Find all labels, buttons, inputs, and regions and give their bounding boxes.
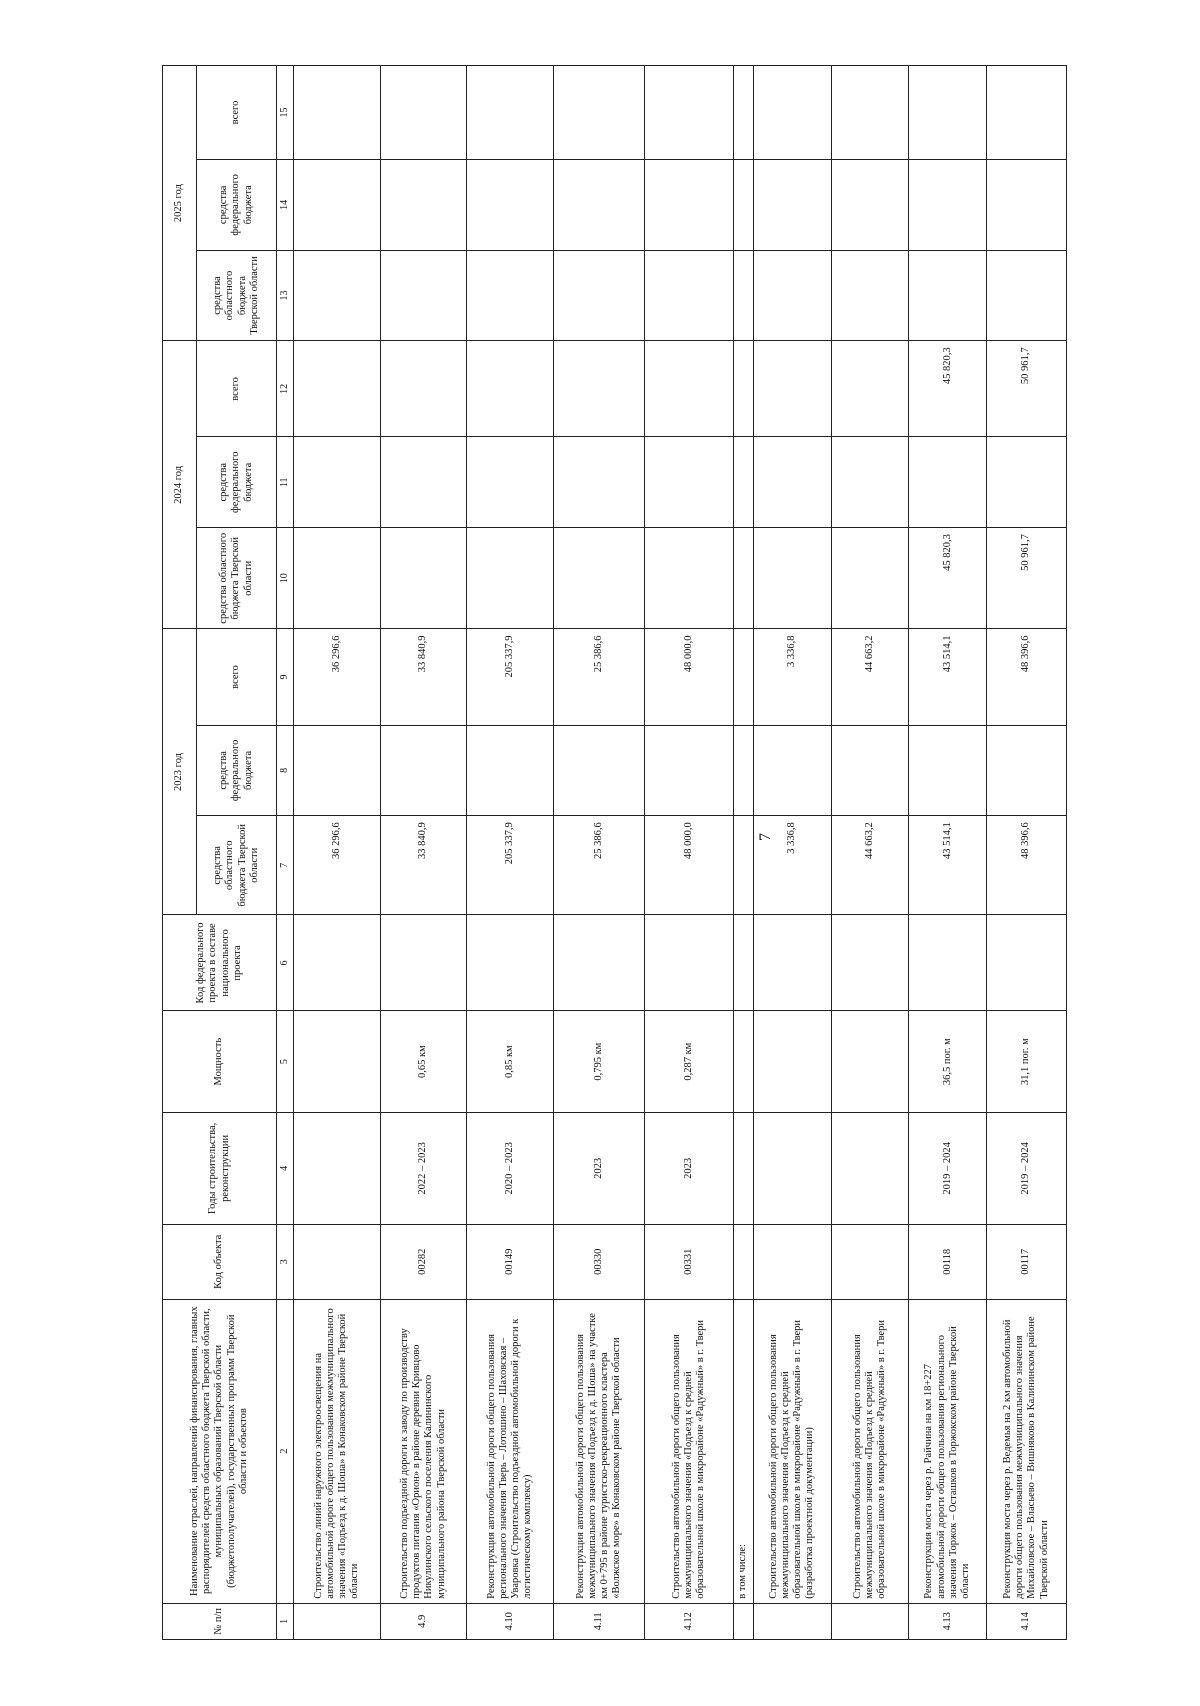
row-total-2023: 33 840,9 [380,629,467,725]
row-obl-2023: 48 396,6 [986,816,1066,915]
row-power [831,1011,909,1112]
row-years [294,1112,381,1224]
row-total-2025 [467,66,554,160]
col-number: 2 [277,1299,294,1603]
col-number: 6 [277,915,294,1011]
col-number: 5 [277,1011,294,1112]
row-fed-2025 [831,159,909,250]
row-power [753,1011,831,1112]
row-num: 4.13 [909,1603,987,1639]
row-years: 2020 – 2023 [467,1112,554,1224]
header-2024: 2024 год [163,341,197,629]
row-obl-2025 [909,250,987,341]
row-total-2024 [294,341,381,437]
table-row [380,66,467,1640]
row-obl-2024: 45 820,3 [909,528,987,629]
row-obl-2023: 48 000,0 [644,816,733,915]
row-total-2025 [294,66,381,160]
row-total-2023: 48 396,6 [986,629,1066,725]
budget-table [162,65,1067,1640]
table-row [753,66,831,1640]
row-name: Строительство линий наружного электроосвещения на автомобильной дороге общего пользования межмуниципального значения «Подъезд к д. Шоша» в Конаковском районе Тверской области [294,1299,381,1603]
row-name: Строительство автомобильной дороги общего пользования межмуниципального значения «Подъезд к средней образовательной школе в микрорайоне «Радужный» в г. Твери (разработка проектной документации) [753,1299,831,1603]
row-fed-2025 [753,159,831,250]
row-name: Реконструкция моста через р. Ведемья на 2 км автомобильной дороги общего пользования межмуниципального значения Михайловское – Власьево – Вишняково в Калининском районе Тверской области [986,1299,1066,1603]
row-power: 0,85 км [467,1011,554,1112]
row-years: 2022 – 2023 [380,1112,467,1224]
row-power [294,1011,381,1112]
row-obl-2023: 36 296,6 [294,816,381,915]
row-fed-2025 [294,159,381,250]
header-fedcode: Код федерального проекта в составе национального проекта [163,915,277,1011]
row-num [294,1603,381,1639]
row-years: 2023 [644,1112,733,1224]
row-obl-2025 [831,250,909,341]
row-total-2024 [753,341,831,437]
row-fed-2023 [467,725,554,816]
row-obl-2024: 50 961,7 [986,528,1066,629]
row-obl-2023 [733,816,753,915]
row-name: Строительство автомобильной дороги общего пользования межмуниципального значения «Подъезд к средней образовательной школе в микрорайоне «Радужный» в г. Твери [644,1299,733,1603]
row-power: 31,1 пог. м [986,1011,1066,1112]
row-total-2024 [553,341,644,437]
row-obl-2025 [753,250,831,341]
row-total-2025 [644,66,733,160]
header-2025: 2025 год [163,66,197,341]
row-obl-2024 [644,528,733,629]
row-fedcode [644,915,733,1011]
row-power [733,1011,753,1112]
row-code: 00331 [644,1224,733,1299]
row-fedcode [986,915,1066,1011]
col-number: 8 [277,725,294,816]
row-fed-2023 [380,725,467,816]
header-fed-2023: средства федерального бюджета [197,725,277,816]
table-row [986,66,1066,1640]
row-years [753,1112,831,1224]
row-power: 0,287 км [644,1011,733,1112]
col-number: 7 [277,816,294,915]
row-obl-2023: 3 336,8 [753,816,831,915]
header-obl-2024: средства областного бюджета Тверской области [197,528,277,629]
row-total-2024 [467,341,554,437]
row-total-2024 [380,341,467,437]
row-years [733,1112,753,1224]
col-number: 1 [277,1603,294,1639]
row-num [831,1603,909,1639]
col-number: 14 [277,159,294,250]
header-obl-2023: средства областного бюджета Тверской области [197,816,277,915]
row-total-2023 [733,629,753,725]
row-obl-2023: 205 337,9 [467,816,554,915]
row-total-2024 [831,341,909,437]
row-fed-2023 [831,725,909,816]
col-number: 4 [277,1112,294,1224]
row-num [753,1603,831,1639]
row-total-2025 [753,66,831,160]
row-fed-2025 [553,159,644,250]
row-obl-2025 [733,250,753,341]
row-total-2023: 36 296,6 [294,629,381,725]
row-fed-2024 [986,437,1066,528]
header-years: Годы строительства, реконструкции [163,1112,277,1224]
row-obl-2024 [733,528,753,629]
header-total-2025: всего [197,66,277,160]
row-fed-2024 [753,437,831,528]
row-years: 2019 – 2024 [986,1112,1066,1224]
row-num: 4.11 [553,1603,644,1639]
row-total-2024 [733,341,753,437]
row-name: Строительство подъездной дороги к заводу по производству продуктов питания «Орион» в районе деревни Кривцово Никулинского сельского поселения Калининского муниципального района Тверской области [380,1299,467,1603]
col-number: 10 [277,528,294,629]
row-code [294,1224,381,1299]
row-num: 4.9 [380,1603,467,1639]
col-number: 15 [277,66,294,160]
column-number-row [277,66,294,1640]
col-number: 9 [277,629,294,725]
header-num: № п/п [163,1603,277,1639]
row-name: Строительство автомобильной дороги общего пользования межмуниципального значения «Подъезд к средней образовательной школе в микрорайоне «Радужный» в г. Твери [831,1299,909,1603]
row-obl-2024 [380,528,467,629]
row-name: Реконструкция автомобильной дороги общего пользования регионального значения Тверь – Лотошино – Шаховская – Уваровка (Строительство подъездной автомобильной дороги к логистическому комплексу) [467,1299,554,1603]
row-total-2025 [553,66,644,160]
row-fed-2024 [467,437,554,528]
row-power: 36,5 пог. м [909,1011,987,1112]
row-total-2023: 3 336,8 [753,629,831,725]
row-fedcode [553,915,644,1011]
row-name: Реконструкция автомобильной дороги общего пользования межмуниципального значения «Подъезд к д. Шоша» на участке км 0+795 в районе туристско-рекреационного кластера «Волжское море» в Конаковском районе Тверской области [553,1299,644,1603]
row-fedcode [831,915,909,1011]
row-obl-2025 [380,250,467,341]
row-code [753,1224,831,1299]
row-obl-2025 [553,250,644,341]
row-fed-2023 [909,725,987,816]
row-fed-2023 [753,725,831,816]
row-code: 00117 [986,1224,1066,1299]
table-row [294,66,381,1640]
row-years [831,1112,909,1224]
row-total-2023: 205 337,9 [467,629,554,725]
row-total-2024: 50 961,7 [986,341,1066,437]
row-obl-2024 [553,528,644,629]
header-total-2023: всего [197,629,277,725]
row-fedcode [753,915,831,1011]
row-obl-2024 [831,528,909,629]
row-total-2023: 25 386,6 [553,629,644,725]
row-fed-2024 [733,437,753,528]
header-obl-2025: средства областного бюджета Тверской области [197,250,277,341]
row-years: 2023 [553,1112,644,1224]
row-fed-2023 [294,725,381,816]
row-fed-2024 [294,437,381,528]
row-fed-2024 [380,437,467,528]
row-fed-2024 [553,437,644,528]
row-power: 0,795 км [553,1011,644,1112]
row-total-2025 [733,66,753,160]
row-obl-2023: 44 663,2 [831,816,909,915]
table-row [467,66,554,1640]
row-fedcode [380,915,467,1011]
row-power: 0,65 км [380,1011,467,1112]
row-fed-2025 [986,159,1066,250]
row-obl-2023: 33 840,9 [380,816,467,915]
table-row [553,66,644,1640]
row-obl-2024 [467,528,554,629]
row-fed-2025 [380,159,467,250]
row-fed-2024 [909,437,987,528]
row-obl-2023: 25 386,6 [553,816,644,915]
row-obl-2023: 43 514,1 [909,816,987,915]
header-2023: 2023 год [163,629,197,915]
header-code: Код объекта [163,1224,277,1299]
row-name: в том числе: [733,1299,753,1603]
row-code: 00118 [909,1224,987,1299]
row-obl-2025 [986,250,1066,341]
row-total-2025 [909,66,987,160]
table-row [831,66,909,1640]
row-obl-2025 [467,250,554,341]
table-row [909,66,987,1640]
table-row [733,66,753,1640]
col-number: 12 [277,341,294,437]
row-code [831,1224,909,1299]
row-code [733,1224,753,1299]
row-num: 4.14 [986,1603,1066,1639]
row-total-2025 [986,66,1066,160]
header-power: Мощность [163,1011,277,1112]
page-number: 7 [757,833,774,841]
row-fedcode [909,915,987,1011]
col-number: 13 [277,250,294,341]
row-total-2023: 44 663,2 [831,629,909,725]
row-fed-2024 [644,437,733,528]
header-fed-2024: средства федерального бюджета [197,437,277,528]
col-number: 11 [277,437,294,528]
row-num: 4.10 [467,1603,554,1639]
header-fed-2025: средства федерального бюджета [197,159,277,250]
row-code: 00330 [553,1224,644,1299]
row-total-2025 [380,66,467,160]
col-number: 3 [277,1224,294,1299]
row-years: 2019 – 2024 [909,1112,987,1224]
row-fed-2025 [909,159,987,250]
row-name: Реконструкция моста через р. Райчина на км 18+227 автомобильной дороги общего пользования регионального значения Торжок – Осташков в Торжокском районе Тверской области [909,1299,987,1603]
row-code: 00149 [467,1224,554,1299]
table-row [644,66,733,1640]
row-fed-2023 [644,725,733,816]
row-total-2023: 43 514,1 [909,629,987,725]
row-obl-2024 [753,528,831,629]
row-total-2024 [644,341,733,437]
row-fed-2023 [553,725,644,816]
row-code: 00282 [380,1224,467,1299]
row-obl-2025 [294,250,381,341]
rotated-table-container [162,65,1067,1640]
row-fed-2023 [733,725,753,816]
row-fed-2025 [733,159,753,250]
row-total-2023: 48 000,0 [644,629,733,725]
row-fedcode [294,915,381,1011]
row-fedcode [467,915,554,1011]
row-fed-2023 [986,725,1066,816]
row-total-2024: 45 820,3 [909,341,987,437]
row-obl-2024 [294,528,381,629]
row-fed-2025 [644,159,733,250]
row-num: 4.12 [644,1603,733,1639]
row-fed-2025 [467,159,554,250]
row-fedcode [733,915,753,1011]
header-name: Наименование отраслей, направлений финансирования, главных распорядителей средств областного бюджета Тверской области, муниципальных образований Тверской области (бюджетополучателей), государственных программ Тверской области и объектов [163,1299,277,1603]
header-total-2024: всего [197,341,277,437]
row-total-2025 [831,66,909,160]
row-num [733,1603,753,1639]
row-fed-2024 [831,437,909,528]
row-obl-2025 [644,250,733,341]
